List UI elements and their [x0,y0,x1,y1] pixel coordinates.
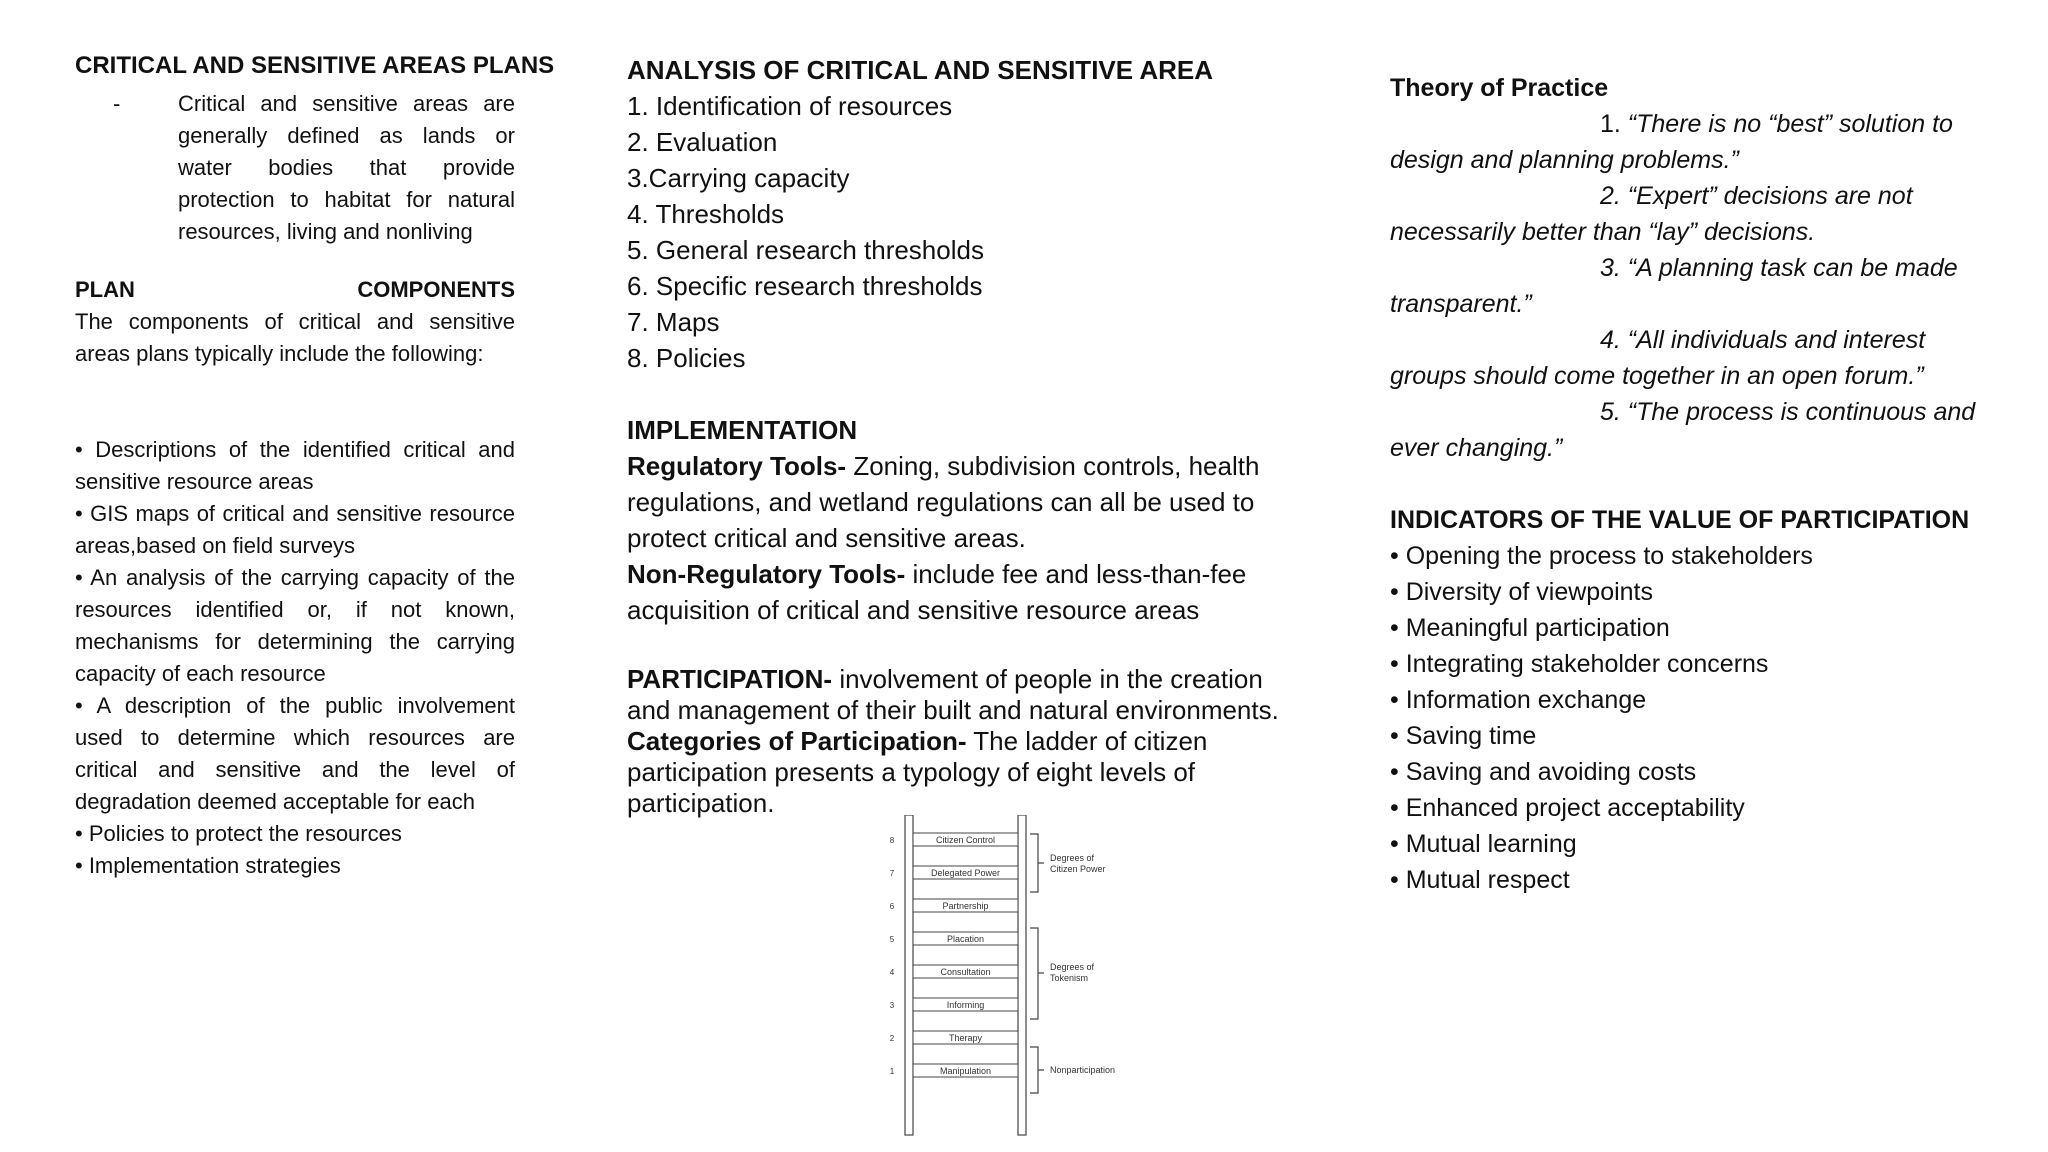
list-item: 8. Policies [627,343,746,373]
list-item: 5. General research thresholds [627,235,984,265]
quote-item [1390,178,2030,250]
list-item: • Opening the process to stakeholders [1390,542,1813,570]
plan-word: PLAN [75,277,135,302]
ladder-rung-label: Therapy [948,1033,983,1043]
list-item: • Saving and avoiding costs [1390,758,1697,786]
ladder-rung-number: 7 [889,869,895,878]
analysis-heading: ANALYSIS OF CRITICAL AND SENSITIVE AREA [627,55,1214,85]
ladder-of-participation-figure [880,815,1140,1140]
regulatory-label: Regulatory Tools- [627,451,847,481]
tokenism-label-2: Tokenism [1050,973,1089,983]
list-item: 6. Specific research thresholds [627,271,983,301]
participation-text: involvement of people in the creation and management of their built and natural environments. [627,664,1279,725]
ladder-rung-number: 3 [889,1001,895,1010]
ladder-left-rail [905,815,913,1135]
participation-block [627,664,1287,726]
indicators-heading: INDICATORS OF THE VALUE OF PARTICIPATION [1390,506,1970,534]
ladder-rung-number: 4 [889,968,895,977]
ladder-rung-label: Partnership [942,901,989,911]
critical-areas-heading: CRITICAL AND SENSITIVE AREAS PLANS [75,52,555,79]
participation-label: PARTICIPATION- [627,664,833,694]
quote-first: “A planning task can be made [1627,254,1958,282]
list-item: • GIS maps of critical and sensitive resource areas,based on field surveys [75,501,515,558]
quote-number: 2. [1600,182,1628,210]
definition-block [75,88,515,248]
quote-number: 5. [1600,398,1628,426]
analysis-column [627,52,1287,819]
tokenism-bracket [1030,928,1044,1019]
categories-text: The ladder of citizen participation presents a typology of eight levels of participation. [627,726,1208,818]
list-item: • A description of the public involvement used to determine which resources are critical and sensitive and the level of degradation deemed acceptable for each [75,693,515,814]
plan-components-heading [75,274,515,306]
ladder-rung-number: 6 [889,902,895,911]
quote-item [1390,322,2030,394]
nonregulatory-tools [627,556,1287,628]
ladder-rung-label: Delegated Power [930,868,1001,878]
nonregulatory-label: Non-Regulatory Tools- [627,559,906,589]
list-item: 2. Evaluation [627,127,778,157]
list-item: • Descriptions of the identified critical and sensitive resource areas [75,437,515,494]
quote-first: “Expert” decisions are not [1627,182,1913,210]
ladder-rung-label: Manipulation [939,1066,992,1076]
ladder-rung-label: Citizen Control [935,835,996,845]
regulatory-tools [627,448,1287,556]
critical-areas-plans-column [75,50,555,882]
components-list [75,434,515,882]
ladder-rung-label: Informing [946,1000,985,1010]
list-item: • Integrating stakeholder concerns [1390,650,1769,678]
quote-rest: ever changing.” [1390,434,1563,462]
citizen-power-label-1: Degrees of [1050,853,1095,863]
list-item: 3.Carrying capacity [627,163,850,193]
indicators-list [1390,538,2030,898]
categories-block [627,726,1287,819]
nonregulatory-text: include fee and less-than-fee acquisition of critical and sensitive resource areas [627,559,1247,625]
list-item: • Diversity of viewpoints [1390,578,1654,606]
quote-first: “There is no “best” solution to [1627,110,1953,138]
definition-text: Critical and sensitive areas are generally defined as lands or water bodies that provide protection to habitat for natural resources, living and nonliving [178,91,515,244]
list-item: • Information exchange [1390,686,1647,714]
list-item: • Saving time [1390,722,1537,750]
ladder-rung-number: 8 [889,836,895,845]
analysis-list [627,88,1287,376]
categories-label: Categories of Participation- [627,726,967,756]
quote-number: 4. [1600,326,1628,354]
nonparticipation-bracket [1030,1047,1044,1093]
list-item: • Mutual respect [1390,866,1570,894]
ladder-right-rail [1018,815,1026,1135]
quote-rest: transparent.” [1390,290,1532,318]
ladder-rung-number: 5 [889,935,895,944]
quote-number: 3. [1600,254,1628,282]
list-item: • Mutual learning [1390,830,1577,858]
implementation-heading: IMPLEMENTATION [627,415,858,445]
ladder-rung-number: 1 [889,1067,895,1076]
ladder-rung-label: Placation [946,934,985,944]
tokenism-label-1: Degrees of [1050,962,1095,972]
theory-column [1390,70,2030,898]
quote-item [1390,250,2030,322]
quote-number: 1. [1600,110,1628,138]
citizen-power-bracket [1030,834,1044,892]
citizen-power-label-2: Citizen Power [1050,864,1106,874]
quote-first: “The process is continuous and [1627,398,1976,426]
list-item: • Meaningful participation [1390,614,1670,642]
quote-rest: groups should come together in an open forum.” [1390,362,1924,390]
list-item: 7. Maps [627,307,720,337]
quote-rest: design and planning problems.” [1390,146,1739,174]
list-item: 4. Thresholds [627,199,785,229]
components-word: COMPONENTS [357,277,515,302]
quote-first: “All individuals and interest [1627,326,1926,354]
list-item: 1. Identification of resources [627,91,953,121]
regulatory-text: Zoning, subdivision controls, health regulations, and wetland regulations can all be used to protect critical and sensitive areas. [627,451,1260,553]
quote-rest: necessarily better than “lay” decisions. [1390,218,1816,246]
list-item: • Policies to protect the resources [75,821,402,846]
quote-item [1390,394,2030,466]
ladder-rung-label: Consultation [940,967,991,977]
theory-heading: Theory of Practice [1390,74,1609,102]
definition-bullet: - [113,91,121,116]
quote-item [1390,106,2030,178]
ladder-rung-number: 2 [889,1034,895,1043]
components-intro: The components of critical and sensitive areas plans typically include the following: [75,309,515,366]
list-item: • Enhanced project acceptability [1390,794,1745,822]
nonparticipation-label: Nonparticipation [1050,1065,1116,1075]
list-item: • An analysis of the carrying capacity of the resources identified or, if not known, mechanisms for determining the carrying capacity of each resource [75,565,515,686]
list-item: • Implementation strategies [75,853,341,878]
